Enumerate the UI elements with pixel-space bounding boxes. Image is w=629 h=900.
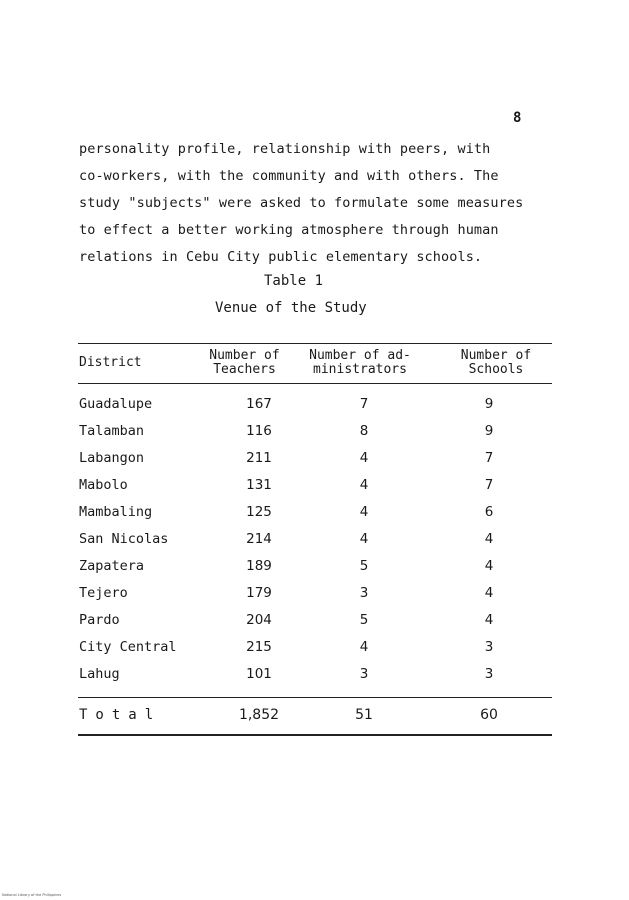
table-row [79,666,549,693]
table-row [79,504,549,531]
header-teachers [197,349,292,377]
teachers-cell: 211 [246,450,272,466]
district-cell: Guadalupe [79,396,153,412]
administrators-cell: 4 [359,639,369,655]
teachers-cell: 116 [246,423,272,439]
header-schools-line: Schools [468,362,524,377]
schools-cell: 6 [484,504,494,520]
schools-cell: 4 [484,531,494,547]
schools-cell: 4 [484,612,494,628]
paragraph-line: personality profile, relationship with peers, with [79,141,491,157]
district-cell: Pardo [79,612,120,628]
district-cell: San Nicolas [79,531,169,547]
teachers-cell: 131 [246,477,272,493]
schools-cell: 3 [484,666,494,682]
total-top-rule [78,697,552,698]
teachers-cell: 214 [246,531,272,547]
paragraph-line: study "subjects" were asked to formulate some measures [79,195,524,211]
teachers-cell: 125 [246,504,272,520]
footer-text: National Library of the Philippines [2,893,62,897]
header-teachers-line: Number of [209,348,280,363]
schools-cell: 7 [484,450,494,466]
district-cell: Talamban [79,423,145,439]
header-district: District [79,355,142,370]
district-cell: Lahug [79,666,120,682]
table-row [79,450,549,477]
administrators-cell: 3 [359,585,369,601]
header-schools-line: Number of [460,348,532,363]
total-label: Total [79,707,162,723]
table-row [79,612,549,639]
total-row [79,707,549,727]
total-teachers: 1,852 [238,707,280,723]
table-row [79,531,549,558]
header-schools [446,349,546,377]
schools-cell: 9 [484,423,494,439]
administrators-cell: 5 [359,558,369,574]
table-row [79,396,549,423]
administrators-cell: 7 [359,396,369,412]
teachers-cell: 189 [246,558,272,574]
paragraph-line: to effect a better working atmosphere through human [79,222,499,238]
district-cell: Mabolo [79,477,128,493]
district-cell: Zapatera [79,558,145,574]
district-cell: Mambaling [79,504,153,520]
schools-cell: 7 [484,477,494,493]
header-administrators-line: ministrators [313,362,407,377]
administrators-cell: 8 [359,423,369,439]
administrators-cell: 4 [359,504,369,520]
district-cell: Tejero [79,585,128,601]
administrators-cell: 4 [359,531,369,547]
administrators-cell: 4 [359,477,369,493]
table-body [79,396,549,693]
district-cell: City Central [79,639,177,655]
teachers-cell: 204 [246,612,272,628]
table-title: Venue of the Study [215,300,367,316]
administrators-cell: 3 [359,666,369,682]
total-administrators: 51 [355,707,373,723]
teachers-cell: 215 [246,639,272,655]
table-bottom-rule [78,734,552,736]
header-bottom-rule [78,383,552,384]
header-teachers-line: Teachers [213,362,276,377]
body-paragraph [79,136,549,271]
total-schools: 60 [480,707,498,723]
schools-cell: 9 [484,396,494,412]
paragraph-line: co-workers, with the community and with others. The [79,168,499,184]
table-row [79,558,549,585]
teachers-cell: 167 [246,396,272,412]
paragraph-line: relations in Cebu City public elementary schools. [79,249,483,265]
header-administrators-line: Number of ad- [309,348,411,363]
page-number: 8 [513,110,522,126]
district-cell: Labangon [79,450,145,466]
table-row [79,423,549,450]
schools-cell: 4 [484,585,494,601]
schools-cell: 4 [484,558,494,574]
table-top-rule [78,343,552,344]
table-row [79,639,549,666]
header-administrators [305,349,415,377]
teachers-cell: 101 [246,666,272,682]
schools-cell: 3 [484,639,494,655]
table-row [79,477,549,504]
teachers-cell: 179 [246,585,272,601]
administrators-cell: 5 [359,612,369,628]
table-row [79,585,549,612]
table-number: Table 1 [264,273,324,289]
administrators-cell: 4 [359,450,369,466]
